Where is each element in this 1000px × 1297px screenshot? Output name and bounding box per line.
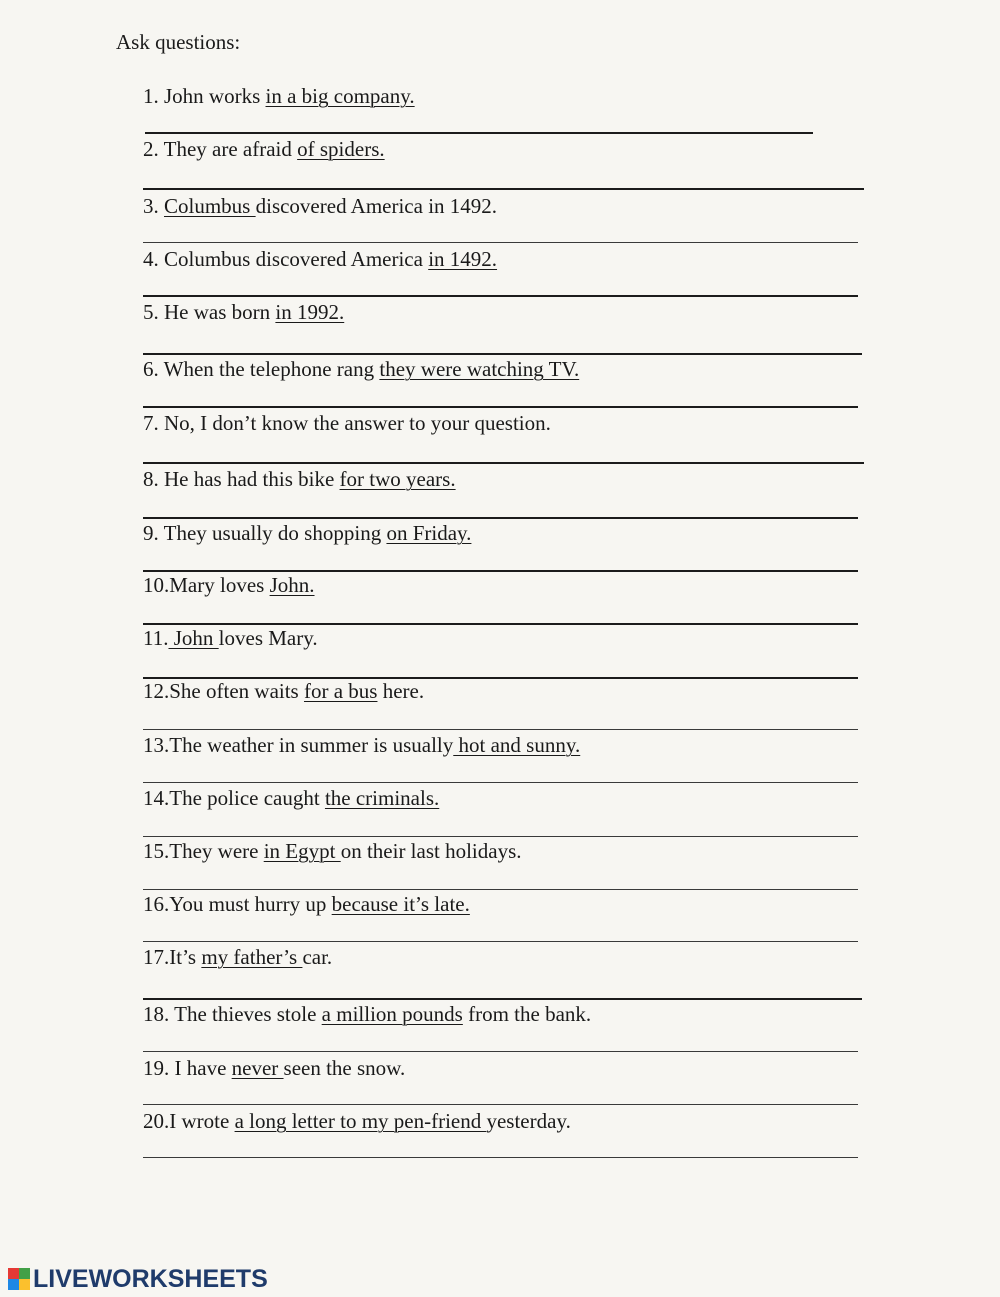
underlined-phrase: in Egypt xyxy=(263,839,341,863)
logo-square xyxy=(19,1268,30,1279)
question-text: 18. The thieves stole xyxy=(143,1002,322,1026)
question-text: 12.She often waits xyxy=(143,679,304,703)
question-text: on their last holidays. xyxy=(340,839,522,863)
question-text: 6. When the telephone rang xyxy=(143,357,380,381)
logo-square xyxy=(8,1279,19,1290)
question-text: car. xyxy=(302,945,333,969)
question-text: 8. He has had this bike xyxy=(143,467,340,491)
question-14 xyxy=(143,784,439,812)
answer-line-14[interactable] xyxy=(143,836,858,837)
logo-square xyxy=(8,1268,19,1279)
question-15 xyxy=(143,837,522,865)
underlined-phrase: the criminals. xyxy=(324,786,440,810)
liveworksheets-mark-icon xyxy=(8,1268,30,1290)
question-text: 9. They usually do shopping xyxy=(143,521,387,545)
answer-line-19[interactable] xyxy=(143,1104,858,1105)
underlined-phrase: they were watching TV. xyxy=(379,357,580,381)
question-text: 15.They were xyxy=(143,839,264,863)
answer-line-4[interactable] xyxy=(143,295,858,297)
question-text: 16.You must hurry up xyxy=(143,892,332,916)
question-text: 1. John works xyxy=(143,84,266,108)
question-text: 17.It’s xyxy=(143,945,202,969)
question-text: 10.Mary loves xyxy=(143,573,270,597)
question-19 xyxy=(143,1054,405,1082)
underlined-phrase: never xyxy=(231,1056,284,1080)
question-8 xyxy=(143,465,456,493)
question-13 xyxy=(143,731,580,759)
underlined-phrase: because it’s late. xyxy=(331,892,470,916)
underlined-phrase: of spiders. xyxy=(297,137,385,161)
underlined-phrase: a million pounds xyxy=(321,1002,463,1026)
question-text: discovered America in 1492. xyxy=(255,194,498,218)
question-1 xyxy=(143,82,415,110)
question-18 xyxy=(143,1000,591,1028)
underlined-phrase: for a bus xyxy=(303,679,378,703)
question-text: 7. No, I don’t know the answer to your question. xyxy=(143,411,551,435)
question-text: 11. xyxy=(143,626,169,650)
logo-square xyxy=(19,1279,30,1290)
question-12 xyxy=(143,677,424,705)
question-7 xyxy=(143,409,551,437)
question-9 xyxy=(143,519,471,547)
question-17 xyxy=(143,943,332,971)
underlined-phrase: John. xyxy=(269,573,315,597)
underlined-phrase: John xyxy=(168,626,219,650)
answer-line-10[interactable] xyxy=(143,623,858,625)
answer-line-1[interactable] xyxy=(145,132,813,134)
question-text: 2. They are afraid xyxy=(143,137,298,161)
underlined-phrase: in 1992. xyxy=(275,300,345,324)
answer-line-20[interactable] xyxy=(143,1157,858,1158)
question-5 xyxy=(143,298,344,326)
answer-line-8[interactable] xyxy=(143,517,858,519)
question-4 xyxy=(143,245,497,273)
question-2 xyxy=(143,135,385,163)
answer-line-9[interactable] xyxy=(143,570,858,572)
answer-line-6[interactable] xyxy=(143,406,858,408)
question-text: yesterday. xyxy=(486,1109,571,1133)
brand-name: LIVEWORKSHEETS xyxy=(33,1264,268,1293)
underlined-phrase: on Friday. xyxy=(386,521,472,545)
answer-line-7[interactable] xyxy=(143,462,864,464)
underlined-phrase: my father’s xyxy=(201,945,303,969)
question-text: from the bank. xyxy=(462,1002,592,1026)
underlined-phrase: a long letter to my pen-friend xyxy=(234,1109,487,1133)
answer-line-16[interactable] xyxy=(143,941,858,942)
underlined-phrase: Columbus xyxy=(164,194,256,218)
question-10 xyxy=(143,571,315,599)
answer-line-12[interactable] xyxy=(143,729,858,730)
underlined-phrase: hot and sunny. xyxy=(453,733,581,757)
question-text: 20.I wrote xyxy=(143,1109,235,1133)
answer-line-17[interactable] xyxy=(143,998,862,1000)
answer-line-11[interactable] xyxy=(143,677,858,679)
answer-line-3[interactable] xyxy=(143,242,858,243)
question-16 xyxy=(143,890,470,918)
underlined-phrase: in 1492. xyxy=(428,247,498,271)
question-6 xyxy=(143,355,579,383)
underlined-phrase: in a big company. xyxy=(265,84,415,108)
question-3 xyxy=(143,192,497,220)
question-text: loves Mary. xyxy=(218,626,318,650)
answer-line-15[interactable] xyxy=(143,889,858,890)
answer-line-5[interactable] xyxy=(143,353,862,355)
question-text: 3. xyxy=(143,194,164,218)
underlined-phrase: for two years. xyxy=(339,467,456,491)
question-11 xyxy=(143,624,318,652)
question-text: 13.The weather in summer is usually xyxy=(143,733,454,757)
answer-line-13[interactable] xyxy=(143,782,858,783)
question-20 xyxy=(143,1107,571,1135)
question-text: 19. I have xyxy=(143,1056,232,1080)
worksheet-heading: Ask questions: xyxy=(116,30,241,54)
question-text: here. xyxy=(377,679,425,703)
answer-line-18[interactable] xyxy=(143,1051,858,1052)
question-text: 14.The police caught xyxy=(143,786,325,810)
liveworksheets-logo xyxy=(8,1262,268,1296)
question-text: 4. Columbus discovered America xyxy=(143,247,429,271)
answer-line-2[interactable] xyxy=(143,188,864,190)
question-text: seen the snow. xyxy=(283,1056,406,1080)
question-text: 5. He was born xyxy=(143,300,276,324)
